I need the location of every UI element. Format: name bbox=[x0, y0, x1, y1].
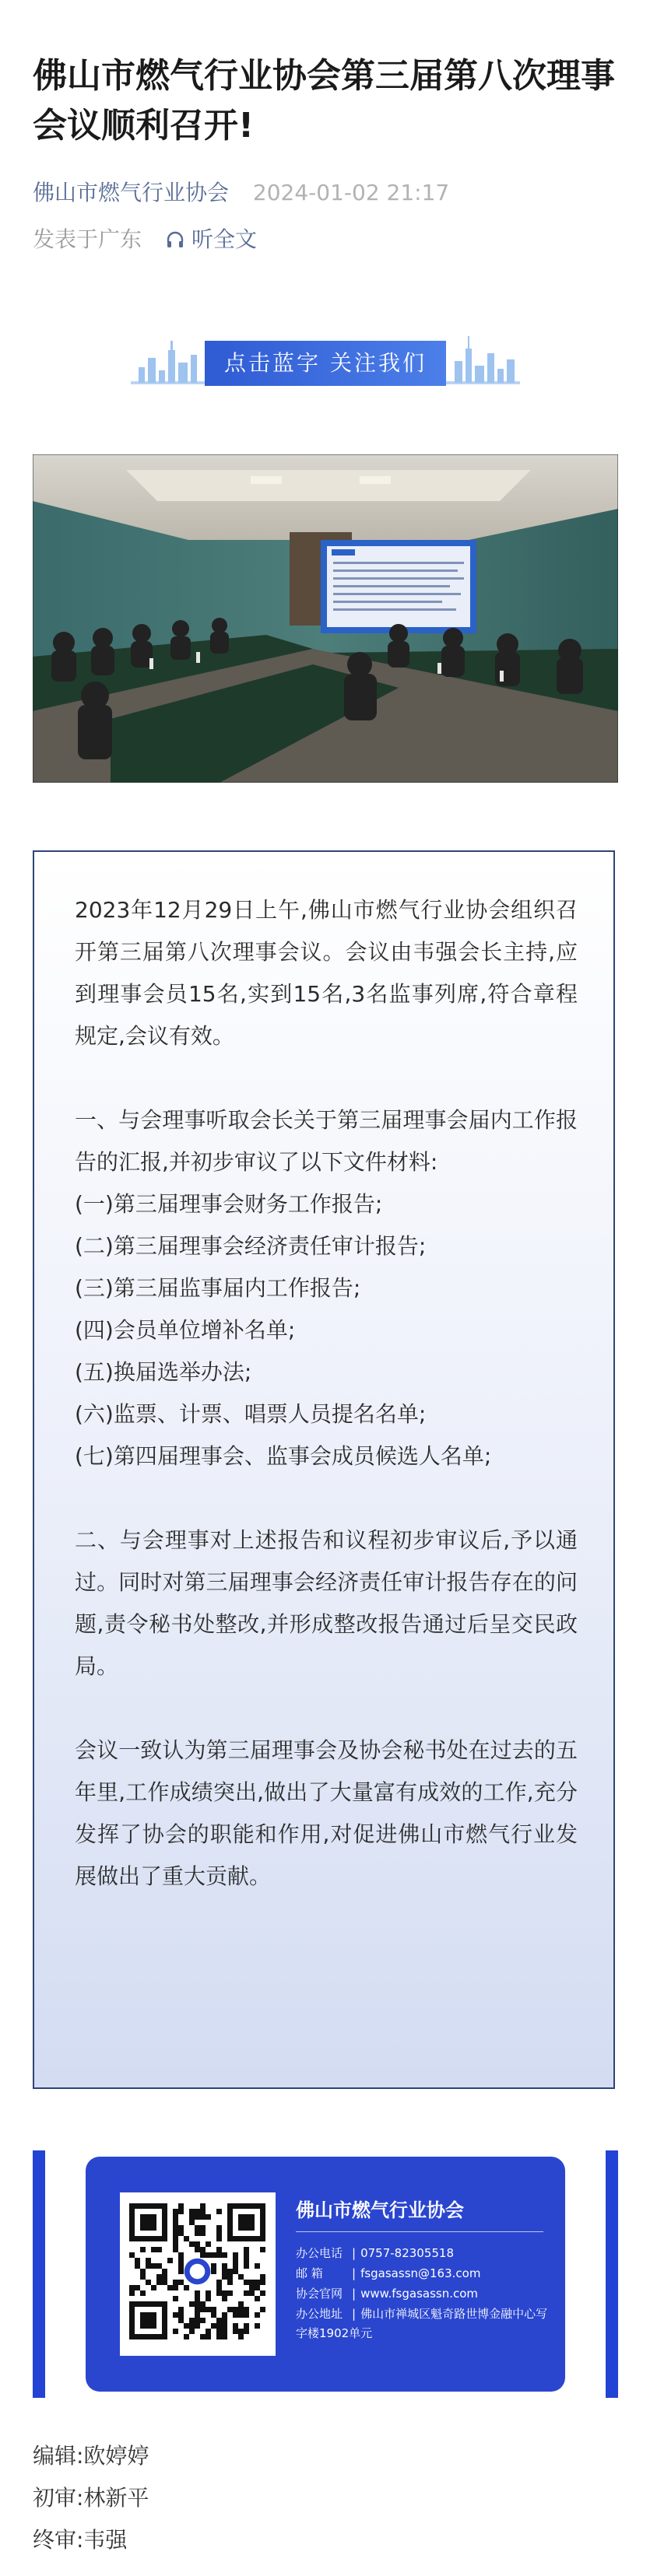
contact-section bbox=[33, 2150, 618, 2398]
section1-intro: 一、与会理事听取会长关于第三届理事会届内工作报告的汇报,并初步审议了以下文件材料: bbox=[75, 1107, 578, 1175]
address-label: 办公地址 bbox=[296, 2307, 343, 2321]
publish-time: 2024-01-02 21:17 bbox=[252, 180, 450, 205]
listen-button[interactable] bbox=[165, 224, 257, 255]
list-item: (四)会员单位增补名单; bbox=[75, 1317, 296, 1343]
phone-value: 0757-82305518 bbox=[360, 2246, 454, 2260]
article-body bbox=[75, 889, 578, 1898]
org-name: 佛山市燃气行业协会 bbox=[296, 2199, 464, 2221]
decorative-stripe-left bbox=[33, 2150, 45, 2398]
first-reviewer-credit: 初审:林新平 bbox=[33, 2485, 149, 2511]
intro-paragraph: 2023年12月29日上午,佛山市燃气行业协会组织召开第三届第八次理事会议。会议由韦强会长主持,应到理事会员15名,实到15名,3名监事列席,符合章程规定,会议有效。 bbox=[75, 897, 578, 1049]
email-value: fsgasassn@163.com bbox=[360, 2266, 481, 2280]
contact-site-row: 协会官网 | www.fsgasassn.com bbox=[296, 2284, 553, 2304]
site-label: 协会官网 bbox=[296, 2287, 343, 2301]
list-item: (七)第四届理事会、监事会成员候选人名单; bbox=[75, 1443, 492, 1469]
final-reviewer-credit: 终审:韦强 bbox=[33, 2527, 128, 2553]
phone-label: 办公电话 bbox=[296, 2246, 343, 2260]
section2-paragraph: 二、与会理事对上述报告和议程初步审议后,予以通过。同时对第三届理事会经济责任审计报告存在的问题,责令秘书处整改,并形成整改报告通过后呈交民政局。 bbox=[75, 1527, 578, 1679]
contact-address-row: 办公地址 | 佛山市禅城区魁奇路世博金融中心写字楼1902单元 bbox=[296, 2304, 553, 2343]
list-item: (二)第三届理事会经济责任审计报告; bbox=[75, 1233, 427, 1259]
editor-credit: 编辑:欧婷婷 bbox=[33, 2443, 149, 2469]
contact-phone-row: 办公电话 | 0757-82305518 bbox=[296, 2244, 553, 2263]
list-item: (六)监票、计票、唱票人员提名名单; bbox=[75, 1401, 427, 1427]
email-label: 邮 箱 bbox=[296, 2266, 323, 2280]
qr-code[interactable] bbox=[120, 2192, 276, 2356]
contact-email-row: 邮 箱 | fsgasassn@163.com bbox=[296, 2264, 553, 2283]
contact-card bbox=[86, 2157, 565, 2392]
follow-banner bbox=[131, 327, 520, 397]
article-title: 佛山市燃气行业协会第三届第八次理事会议顺利召开! bbox=[33, 56, 615, 145]
qr-code-image bbox=[120, 2192, 276, 2356]
follow-us-button[interactable]: 点击蓝字 关注我们 bbox=[205, 341, 446, 386]
listen-label: 听全文 bbox=[191, 226, 258, 252]
list-item: (一)第三届理事会财务工作报告; bbox=[75, 1191, 383, 1217]
publish-location: 发表于广东 bbox=[33, 226, 142, 252]
list-item: (五)换届选举办法; bbox=[75, 1359, 252, 1385]
credits bbox=[33, 2435, 149, 2561]
site-value: www.fsgasassn.com bbox=[360, 2287, 479, 2301]
article-meta-secondary bbox=[33, 224, 257, 255]
divider bbox=[296, 2231, 543, 2232]
headphones-icon bbox=[165, 230, 185, 250]
article-content-box bbox=[33, 850, 615, 2089]
address-value: 佛山市禅城区魁奇路世博金融中心写字楼1902单元 bbox=[296, 2307, 548, 2340]
account-name-link[interactable]: 佛山市燃气行业协会 bbox=[33, 180, 230, 205]
decorative-stripe-right bbox=[606, 2150, 618, 2398]
meeting-room-scene bbox=[33, 454, 618, 783]
meeting-photo bbox=[33, 454, 618, 783]
article-meta bbox=[33, 177, 449, 209]
closing-paragraph: 会议一致认为第三届理事会及协会秘书处在过去的五年里,工作成绩突出,做出了大量富有成效的工作,充分发挥了协会的职能和作用,对促进佛山市燃气行业发展做出了重大贡献。 bbox=[75, 1737, 578, 1889]
list-item: (三)第三届监事届内工作报告; bbox=[75, 1275, 361, 1301]
